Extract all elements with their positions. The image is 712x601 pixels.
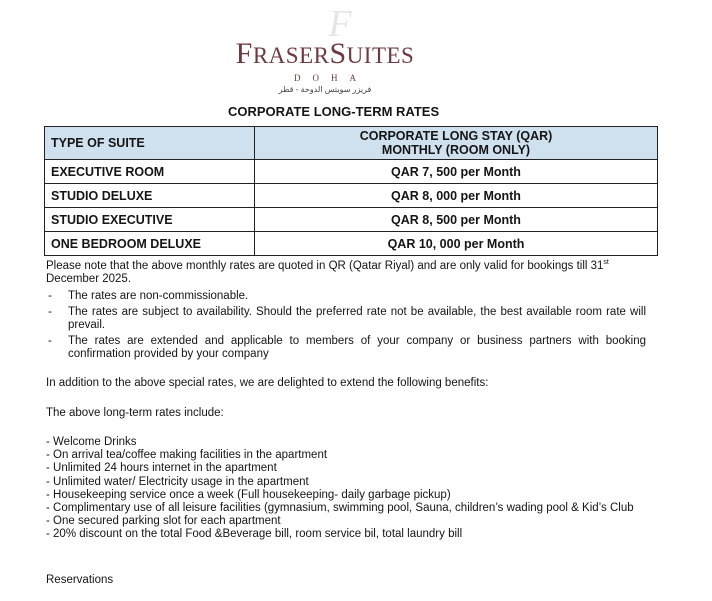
benefits-intro: In addition to the above special rates, we are delighted to extend the following benefits: — [46, 377, 489, 389]
rate-cell: QAR 8, 000 per Month — [255, 184, 658, 208]
list-item: - One secured parking slot for each apartment — [46, 515, 281, 528]
watermark-monogram: F — [328, 3, 352, 45]
brand-wordmark: FRASERSUITES — [235, 37, 415, 70]
brand-arabic-tagline: فريزر سويتس الدوحة - قطر — [278, 85, 372, 94]
list-item: - The rates are subject to availability. Should the preferred rate not be available, the best available room rate will prevail. — [46, 306, 646, 333]
fraser-suites-logo — [200, 38, 450, 95]
table-row — [45, 232, 658, 256]
header-rate-line1: CORPORATE LONG STAY (QAR) — [359, 129, 553, 143]
rates-table — [44, 126, 658, 256]
header-rate — [255, 127, 658, 160]
table-row — [45, 184, 658, 208]
terms-list — [46, 290, 646, 364]
table-row — [45, 160, 658, 184]
list-item: - 20% discount on the total Food &Beverage bill, room service bil, total laundry bill — [46, 528, 463, 541]
table-row — [45, 208, 658, 232]
rates-table-header — [45, 127, 658, 160]
header-suite-type: TYPE OF SUITE — [45, 127, 255, 160]
rate-cell: QAR 7, 500 per Month — [255, 160, 658, 184]
rate-cell: QAR 8, 500 per Month — [255, 208, 658, 232]
list-item: - On arrival tea/coffee making facilities in the apartment — [46, 449, 328, 462]
list-item: - The rates are extended and applicable to members of your company or business partners with booking confirmation provided by your company — [46, 335, 646, 362]
includes-heading: The above long-term rates include: — [46, 407, 224, 419]
suite-cell: ONE BEDROOM DELUXE — [45, 232, 255, 256]
benefits-list — [46, 436, 646, 542]
list-item: - Housekeeping service once a week (Full housekeeping- daily garbage pickup) — [46, 488, 451, 501]
page-title: CORPORATE LONG-TERM RATES — [228, 104, 440, 119]
suite-cell: STUDIO DELUXE — [45, 184, 255, 208]
list-item: - Unlimited 24 hours internet in the apartment — [46, 462, 277, 475]
list-item: - Welcome Drinks — [46, 436, 137, 448]
suite-cell: STUDIO EXECUTIVE — [45, 208, 255, 232]
header-rate-line2: MONTHLY (ROOM ONLY) — [381, 143, 531, 157]
list-item: - Complimentary use of all leisure facilities (gymnasium, swimming pool, Sauna, children’s wading pool & Kid’s Club — [46, 502, 634, 515]
rate-cell: QAR 10, 000 per Month — [255, 232, 658, 256]
list-item: - The rates are non-commissionable. — [46, 290, 646, 304]
reservations-heading: Reservations — [46, 574, 114, 586]
list-item: - Unlimited water/ Electricity usage in the apartment — [46, 475, 309, 488]
suite-cell: EXECUTIVE ROOM — [45, 160, 255, 184]
brand-city: DOHA — [294, 73, 368, 83]
validity-note: Please note that the above monthly rates are quoted in QR (Qatar Riyal) and are only valid for bookings till 31st December 2025. — [46, 259, 609, 286]
